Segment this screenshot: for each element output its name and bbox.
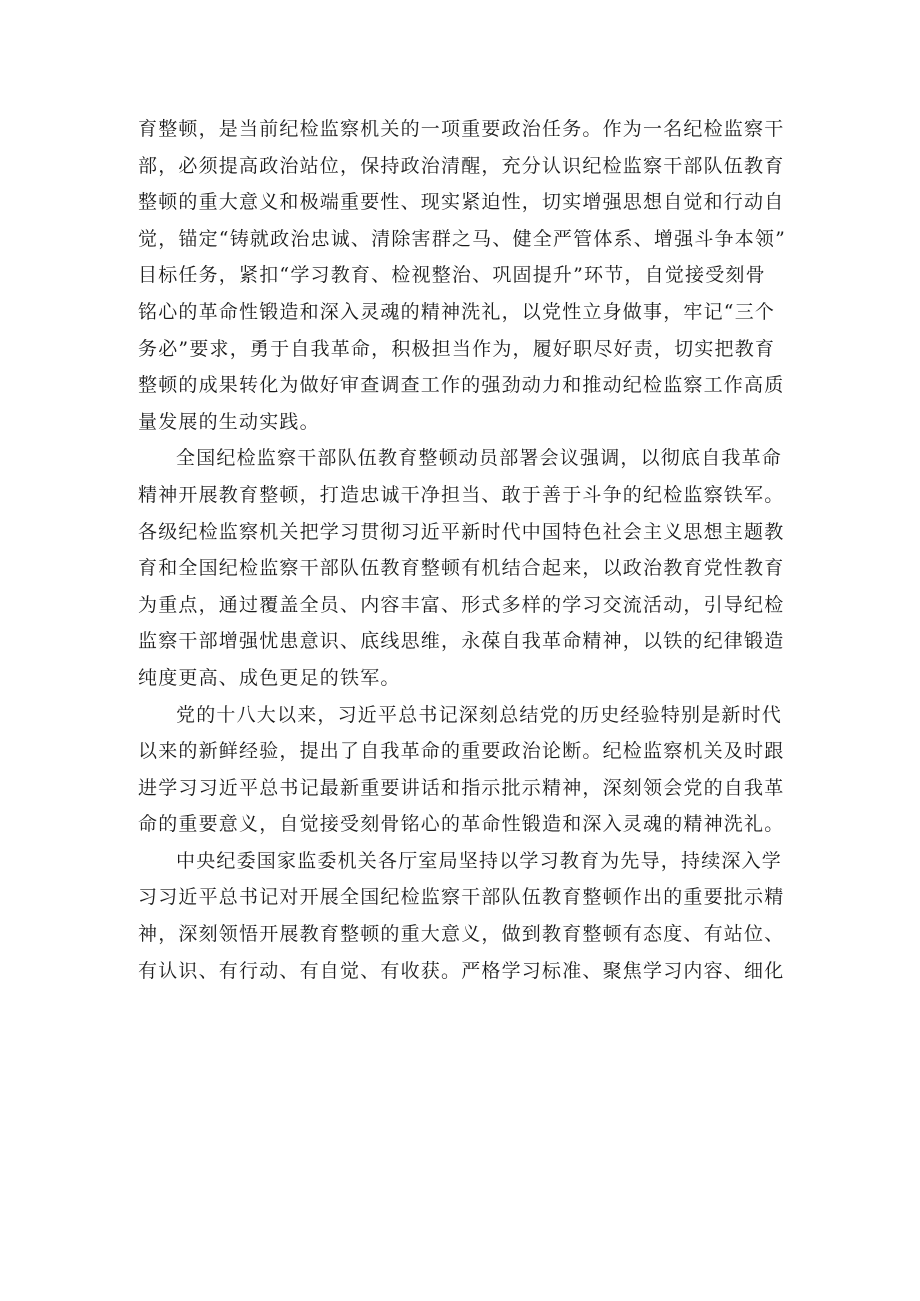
paragraph-3 (138, 697, 798, 843)
text-line: 为重点，通过覆盖全员、内容丰富、形式多样的学习交流活动，引导纪检 (138, 593, 785, 616)
text-line: 育和全国纪检监察干部队伍教育整顿有机结合起来，以政治教育党性教育 (138, 557, 785, 580)
text-line: 以来的新鲜经验，提出了自我革命的重要政治论断。纪检监察机关及时跟 (138, 740, 785, 763)
text-line: 中央纪委国家监委机关各厅室局坚持以学习教育为先导，持续深入学 (176, 849, 783, 872)
text-line: 量发展的生动实践。 (138, 410, 320, 433)
text-line: 监察干部增强忧患意识、底线思维，永葆自我革命精神，以铁的纪律锻造 (138, 630, 785, 653)
text-line: 全国纪检监察干部队伍教育整顿动员部署会议强调，以彻底自我革命 (176, 447, 783, 470)
text-line: 有认识、有行动、有自觉、有收获。严格学习标准、聚焦学习内容、细化 (138, 959, 785, 982)
text-line: 部，必须提高政治站位，保持政治清醒，充分认识纪检监察干部队伍教育 (138, 154, 785, 177)
text-line: 觉，锚定“铸就政治忠诚、清除害群之马、健全严管体系、增强斗争本领” (138, 227, 787, 250)
text-line: 整顿的重大意义和极端重要性、现实紧迫性，切实增强思想自觉和行动自 (138, 191, 785, 214)
text-line: 各级纪检监察机关把学习贯彻习近平新时代中国特色社会主义思想主题教 (138, 520, 785, 543)
text-line: 务必”要求，勇于自我革命，积极担当作为，履好职尽好责，切实把教育 (138, 337, 776, 360)
text-line: 习习近平总书记对开展全国纪检监察干部队伍教育整顿作出的重要批示精 (138, 886, 785, 909)
paragraph-4 (138, 843, 798, 989)
text-line: 进学习习近平总书记最新重要讲话和指示批示精神，深刻领会党的自我革 (138, 776, 785, 799)
text-line: 整顿的成果转化为做好审查调查工作的强劲动力和推动纪检监察工作高质 (138, 374, 785, 397)
text-line: 命的重要意义，自觉接受刻骨铭心的革命性锻造和深入灵魂的精神洗礼。 (138, 813, 785, 836)
paragraph-2 (138, 440, 798, 696)
paragraph-1 (138, 111, 798, 440)
text-line: 目标任务，紧扣“学习教育、检视整治、巩固提升”环节，自觉接受刻骨 (138, 264, 766, 287)
text-line: 铭心的革命性锻造和深入灵魂的精神洗礼，以党性立身做事，牢记“三个 (138, 300, 776, 323)
text-line: 精神开展教育整顿，打造忠诚干净担当、敢于善于斗争的纪检监察铁军。 (138, 483, 785, 506)
body-text (138, 111, 798, 989)
text-line: 神，深刻领悟开展教育整顿的重大意义，做到教育整顿有态度、有站位、 (138, 923, 785, 946)
text-line: 党的十八大以来，习近平总书记深刻总结党的历史经验特别是新时代 (176, 703, 783, 726)
text-line: 纯度更高、成色更足的铁军。 (138, 666, 401, 689)
text-line: 育整顿，是当前纪检监察机关的一项重要政治任务。作为一名纪检监察干 (138, 118, 785, 140)
